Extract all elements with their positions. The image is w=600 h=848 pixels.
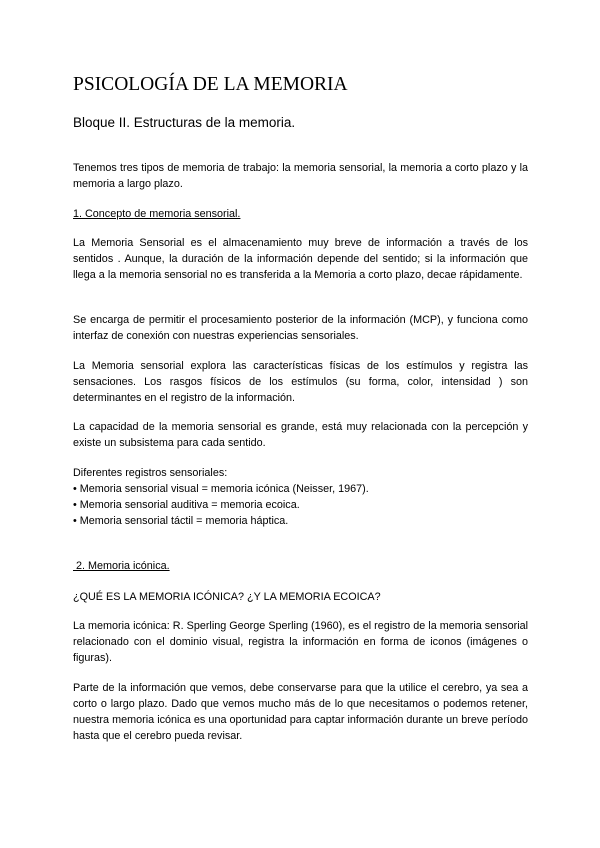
section-2-paragraph-1: La memoria icónica: R. Sperling George Sperling (1960), es el registro de la memoria sensorial relacionado con el dominio visual, registra la información en forma de iconos (imágenes o figuras). [73,620,528,664]
list-item: • Memoria sensorial visual = memoria icónica (Neisser, 1967). [73,481,369,497]
section-2-paragraph-2: Parte de la información que vemos, debe conservarse para que la utilice el cerebro, ya sea a corto o largo plazo. Dado que vemos mucho más de lo que necesitamos o podemos retener, nuestra memoria icónica es una oportunidad para captar información durante un breve período hasta que el cerebro pueda revisar. [73,682,528,742]
section-2-question: ¿QUÉ ES LA MEMORIA ICÓNICA? ¿Y LA MEMORIA ECOICA? [73,591,381,603]
section-2-heading: 2. Memoria icónica. [73,560,170,572]
list-item: • Memoria sensorial auditiva = memoria ecoica. [73,497,369,513]
list-item: • Memoria sensorial táctil = memoria háptica. [73,513,369,529]
page-subtitle: Bloque II. Estructuras de la memoria. [73,115,296,130]
section-1-heading: 1. Concepto de memoria sensorial. [73,208,241,220]
section-1-paragraph-1: La Memoria Sensorial es el almacenamiento muy breve de información a través de los sentidos . Aunque, la duración de la información depende del sentido; si la información que llega a la memoria sensorial no es transferida a la Memoria a corto plazo, decae rápidamente. [73,237,528,281]
intro-paragraph: Tenemos tres tipos de memoria de trabajo: la memoria sensorial, la memoria a corto plazo y la memoria a largo plazo. [73,162,528,190]
section-1-paragraph-2: Se encarga de permitir el procesamiento posterior de la información (MCP), y funciona como interfaz de conexión con nuestras experiencias sensoriales. [73,314,528,342]
registers-label: Diferentes registros sensoriales: [73,467,228,479]
section-1-paragraph-4: La capacidad de la memoria sensorial es grande, está muy relacionada con la percepción y existe un subsistema para cada sentido. [73,421,528,449]
section-1-paragraph-3: La Memoria sensorial explora las características físicas de los estímulos y registra las sensaciones. Los rasgos físicos de los estímulos (su forma, color, intensidad ) son determinantes en el registro de la información. [73,360,528,404]
registers-list [73,481,369,529]
page-title: PSICOLOGÍA DE LA MEMORIA [73,74,348,95]
